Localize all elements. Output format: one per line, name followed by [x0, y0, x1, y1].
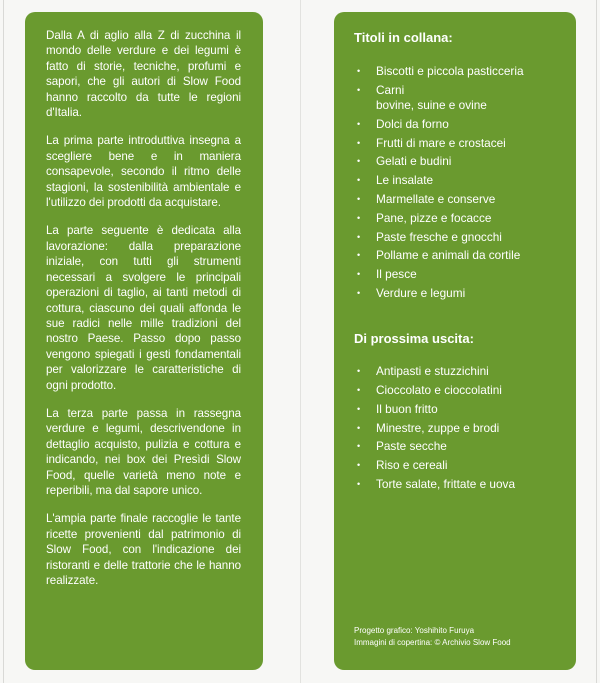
bullet-icon: • — [357, 460, 361, 471]
series-panel — [334, 12, 576, 670]
list-item — [354, 83, 564, 113]
bullet-icon: • — [357, 269, 361, 280]
list-item-label: Pane, pizze e focacce — [376, 210, 492, 225]
bullet-icon: • — [357, 478, 361, 489]
list-item — [354, 477, 564, 492]
intro-paragraph: Dalla A di aglio alla Z di zucchina il mondo delle verdure e dei legumi è fatto di storie, tecniche, profumi e sapori, che gli autori di Slow Food hanno raccolto da tutte le regioni d'Italia. — [46, 29, 241, 120]
bullet-icon: • — [357, 441, 361, 452]
list-item-label: Gelati e budini — [376, 154, 452, 169]
list-item — [354, 211, 564, 226]
list-item-subtitle: bovine, suine e ovine — [376, 98, 487, 112]
bullet-icon: • — [357, 193, 361, 204]
list-item — [354, 383, 564, 398]
bullet-icon: • — [357, 212, 361, 223]
list-item-label: Antipasti e stuzzichini — [376, 364, 489, 379]
bullet-icon: • — [357, 384, 361, 395]
page-fold — [300, 0, 301, 683]
bullet-icon: • — [357, 287, 361, 298]
list-item — [354, 286, 564, 301]
list-item-label: Carni — [376, 82, 405, 97]
design-credit: Progetto grafico: Yoshihito Furuya — [354, 626, 475, 635]
list-item — [354, 192, 564, 207]
list-item-label: Il pesce — [376, 267, 417, 282]
series-titles-heading: Titoli in collana: — [354, 30, 453, 45]
bullet-icon: • — [357, 118, 361, 129]
list-item-label: Marmellate e conserve — [376, 191, 496, 206]
bullet-icon: • — [357, 422, 361, 433]
list-item — [354, 248, 564, 263]
list-item-label: Riso e cereali — [376, 458, 448, 473]
list-item — [354, 458, 564, 473]
page-edge-right — [596, 0, 597, 683]
bullet-icon: • — [357, 250, 361, 261]
final-part-paragraph: L'ampia parte finale raccoglie le tante ricette provenienti dal patrimonio di Slow Food, con l'indicazione dei ristoranti e delle trattorie che le hanno realizzate. — [46, 512, 241, 587]
bullet-icon: • — [357, 175, 361, 186]
list-item-label: Cioccolato e cioccolatini — [376, 382, 502, 397]
list-item — [354, 173, 564, 188]
list-item-label: Minestre, zuppe e brodi — [376, 420, 500, 435]
list-item-label: Biscotti e piccola pasticceria — [376, 64, 524, 78]
list-item — [354, 64, 564, 79]
list-item — [354, 230, 564, 245]
bullet-icon: • — [357, 84, 361, 95]
bullet-icon: • — [357, 66, 361, 76]
bullet-icon: • — [357, 366, 361, 377]
list-item-label: Verdure e legumi — [376, 285, 466, 300]
upcoming-titles-heading: Di prossima uscita: — [354, 331, 474, 347]
list-item-label: Dolci da forno — [376, 116, 449, 131]
series-titles-list — [354, 64, 564, 301]
cover-credit: Immagini di copertina: © Archivio Slow Food — [354, 638, 511, 647]
credits — [354, 625, 511, 649]
list-item-label: Frutti di mare e crostacei — [376, 135, 506, 150]
list-item-label: Paste fresche e gnocchi — [376, 229, 502, 244]
list-item — [354, 154, 564, 169]
list-item-label: Paste secche — [376, 439, 447, 454]
list-item-label: Le insalate — [376, 173, 434, 188]
second-part-paragraph: La parte seguente è dedicata alla lavorazione: dalla preparazione iniziale, con tutti gli strumenti necessari a svolgere le principali operazioni di taglio, ai tanti metodi di cottura, ciascuno dei quali affonda le sue radici nelle mille tradizioni del nostro Paese. Passo dopo passo vengono spiegati i gesti fondamentali per valorizzare le caratteristiche di ogni prodotto. — [46, 224, 241, 392]
list-item — [354, 117, 564, 132]
list-item — [354, 364, 564, 379]
list-item — [354, 439, 564, 454]
list-item-label: Pollame e animali da cortile — [376, 248, 521, 263]
upcoming-titles-list — [354, 364, 564, 492]
list-item-label: Il buon fritto — [376, 401, 438, 416]
list-item — [354, 402, 564, 417]
description-panel — [25, 12, 263, 670]
list-item — [354, 267, 564, 282]
bullet-icon: • — [357, 156, 361, 167]
bullet-icon: • — [357, 231, 361, 242]
list-item — [354, 421, 564, 436]
page-edge-left — [3, 0, 4, 683]
bullet-icon: • — [357, 137, 361, 148]
first-part-paragraph: La prima parte introduttiva insegna a scegliere bene e in maniera consapevole, secondo il ritmo delle stagioni, la sostenibilità ambientale e l'utilizzo dei prodotti da acquistare. — [46, 134, 241, 210]
list-item — [354, 136, 564, 151]
list-item-label: Torte salate, frittate e uova — [376, 476, 516, 491]
bullet-icon: • — [357, 403, 361, 414]
third-part-paragraph: La terza parte passa in rassegna verdure e legumi, descrivendone in dettaglio acquisto, pulizia e cottura e indicando, nei box dei Presìdi Slow Food, quelle varietà meno note e reperibili, ma dal sapore unico. — [46, 406, 241, 497]
